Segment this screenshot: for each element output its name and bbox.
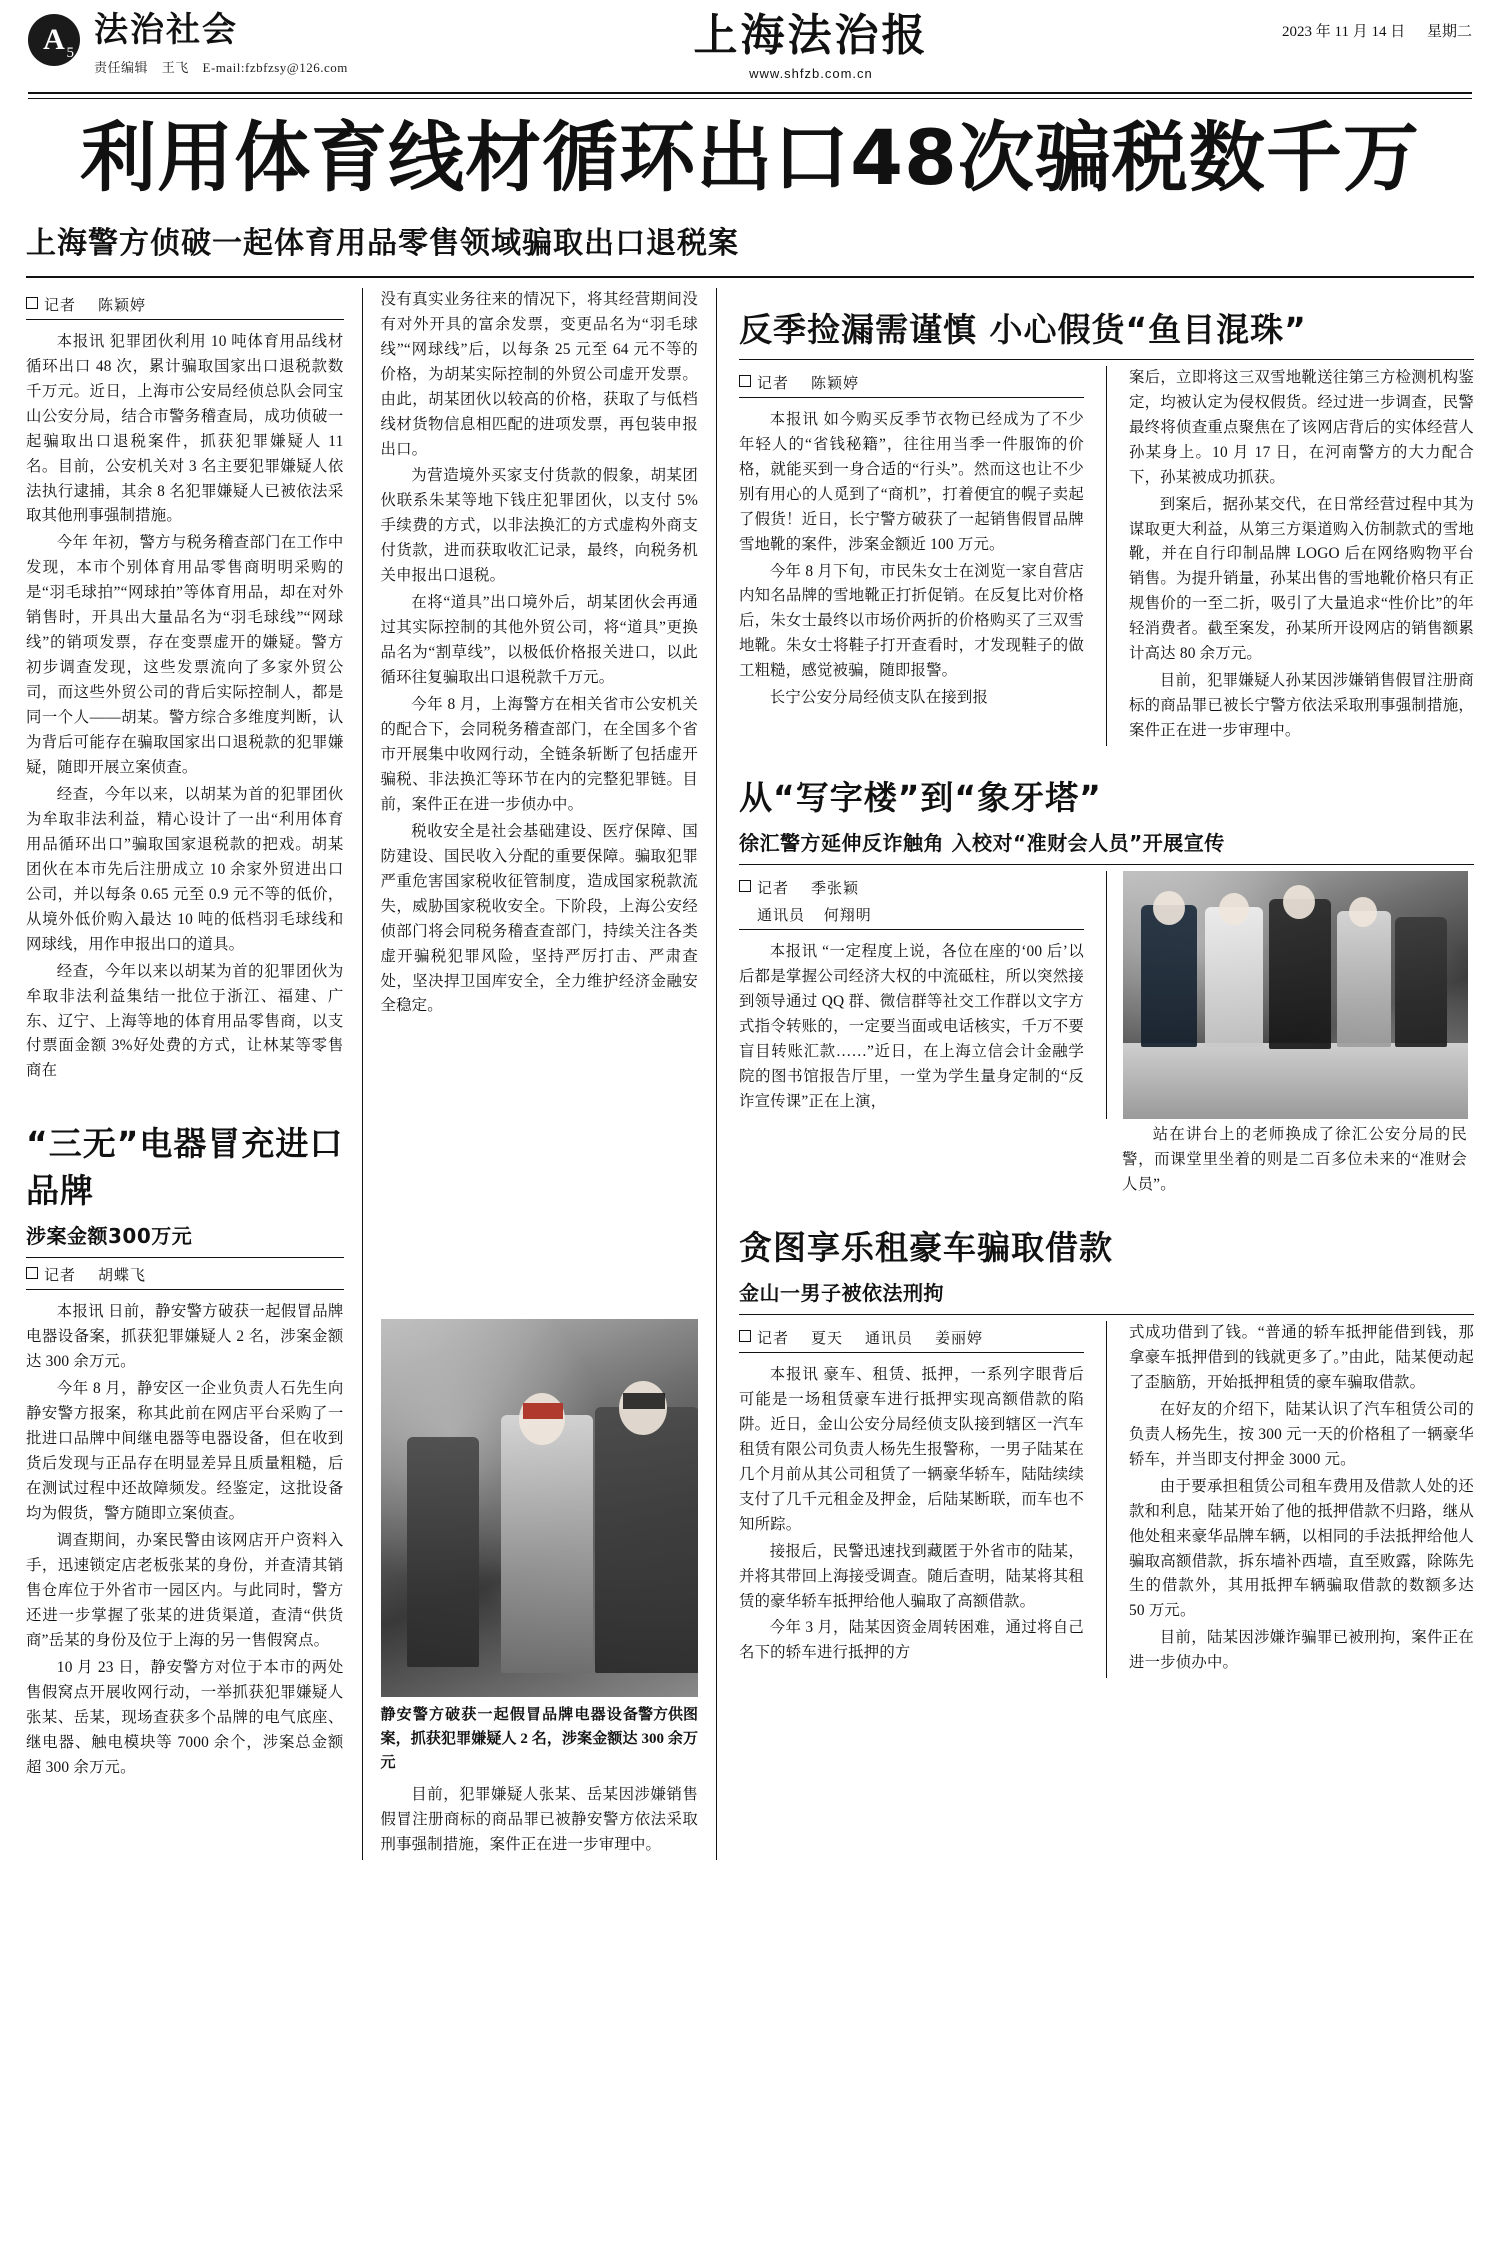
- lead-rule: [26, 276, 1474, 278]
- lead-headline: 利用体育线材循环出口48次骗税数千万: [80, 113, 1420, 202]
- photo-figure: [501, 1415, 593, 1673]
- luxurycar-paragraph: 由于要承担租赁公司租车费用及借款人处的还款和利息，陆某开始了他的抵押借款不归路，继从他处租来豪华品牌车辆，以相同的手法抵押给他人骗取高额借款，拆东墙补西墙，直至败露，除陈先生的借款外，其用抵押车辆骗取借款的数额多达 50 万元。: [1129, 1477, 1474, 1620]
- snowboots-byline-rule: [739, 397, 1084, 398]
- masthead-rule-secondary: [28, 98, 1472, 99]
- byline-box-icon: [26, 297, 38, 309]
- lead-paragraph: 税收安全是社会基础建设、医疗保障、国防建设、国民收入分配的重要保障。骗取犯罪严重危害国家税收征管制度，造成国家税款流失，威胁国家税收安全。下阶段，上海公安经侦部门将会同税务稽查查部门，持续关注各类虚开骗税犯罪风险，坚持严厉打击、严肃查处，坚决捍卫国库安全，全力维护经济金融安全稳定。: [380, 822, 698, 1015]
- luxurycar-columns: [739, 1321, 1474, 1678]
- snowboots-col-right: [1106, 366, 1474, 746]
- snowboots-col-left: [739, 366, 1084, 746]
- snowboots-paragraph: 长宁公安分局经侦支队在接到报: [769, 689, 989, 707]
- masthead: [28, 12, 1472, 90]
- issue-date: [1264, 12, 1472, 41]
- snowboots-headline: 反季捡漏需谨慎 小心假货“鱼目混珠”: [739, 309, 1307, 349]
- page-columns: [26, 288, 1474, 1861]
- campus-columns: [739, 871, 1474, 1119]
- section-title: 法治社会: [94, 10, 238, 50]
- byline-box-icon: [739, 375, 751, 387]
- column-2: [362, 288, 717, 1861]
- lead-paragraph: 在将“道具”出口境外后，胡某团伙会再通过其实际控制的其他外贸公司，将“道具”更换品名为“割草线”，以极低价格报关进口，以此循环往复骗取出口退税款千万元。: [380, 594, 698, 687]
- campus-photo: [1123, 871, 1468, 1119]
- lead-reporter-name: 陈颖婷: [98, 297, 147, 314]
- photo-face: [1219, 893, 1249, 925]
- appliance-subheadline: 涉案金额300万元: [26, 1224, 193, 1249]
- campus-headline: 从“写字楼”到“象牙塔”: [739, 778, 1102, 818]
- issue-date-text: 2023 年 11 月 14 日: [1282, 24, 1406, 40]
- luxurycar-correspondent-label: 通讯员: [865, 1330, 914, 1347]
- appliance-paragraph: 目前，犯罪嫌疑人张某、岳某因涉嫌销售假冒注册商标的商品罪已被静安警方依法采取刑事强制措施，案件正在进一步审理中。: [380, 1786, 698, 1854]
- appliance-byline-rule: [26, 1289, 344, 1290]
- issue-weekday: 星期二: [1426, 24, 1472, 40]
- luxurycar-reporter-label: 记者: [757, 1330, 790, 1347]
- photo-face-blur: [523, 1403, 563, 1419]
- byline-box-icon: [26, 1267, 38, 1279]
- page-badge-letter: A: [43, 23, 65, 56]
- photo-face-blur: [623, 1393, 665, 1409]
- snowboots-paragraph: 今年 8 月下旬，市民朱女士在浏览一家自营店内知名品牌的雪地靴正打折促销。在反复比对价格后，朱女士最终以市场价两折的价格购买了三双雪地靴。朱女士将鞋子打开查看时，才发现鞋子的做工粗糙，感觉被骗，随即报警。: [739, 562, 1084, 680]
- snowboots-columns: [739, 366, 1474, 746]
- photo-student: [1269, 899, 1331, 1049]
- appliance-paragraph: 调查期间，办案民警由该网店开户资料入手，迅速锁定店老板张某的身份，并查清其销售仓库位于外省市一园区内。与此同时，警方还进一步掌握了张某的进货渠道，查清“供货商”岳某的身份及位于上海的另一售假窝点。: [26, 1531, 344, 1649]
- lead-headline-block: [26, 113, 1474, 278]
- photo-figure: [407, 1437, 479, 1667]
- byline-box-icon: [739, 880, 751, 892]
- column-3: [716, 288, 1474, 1861]
- appliance-paragraph: 本报讯 日前，静安警方破获一起假冒品牌电器设备案，抓获犯罪嫌疑人 2 名，涉案金额达 300 余万元。: [26, 1303, 344, 1371]
- lead-paragraph: 经查，今年以来，以胡某为首的犯罪团伙为牟取非法利益，精心设计了一出“利用体育用品循环出口”骗取国家退税款的把戏。胡某团伙在本市先后注册成立 10 余家外贸进出口公司，并以每条 0.65 元至 0.9 元不等的低价，从境外低价购入最达 10 吨的低档羽毛球线和网球线，用作申报出口的道具。: [26, 785, 344, 953]
- luxurycar-col-right: [1106, 1321, 1474, 1678]
- lead-paragraph: 没有真实业务往来的情况下，将其经营期间没有对外开具的富余发票，变更品名为“羽毛球线”“网球线”后，以每条 25 元至 64 元不等的价格，为胡某实际控制的外贸公司虚开发票。由此，胡某团伙以较高的价格，获取了与低档线材货物信息相匹配的进项发票，再包装申报出口。: [380, 290, 698, 458]
- photo-figure: [595, 1407, 699, 1673]
- appliance-headline: “三无”电器冒充进口品牌: [26, 1124, 344, 1211]
- page-badge: [28, 14, 80, 66]
- appliance-photo: [381, 1319, 699, 1697]
- photo-student: [1205, 907, 1263, 1047]
- lead-paragraph: 经查，今年以来以胡某为首的犯罪团伙为牟取非法利益集结一批位于浙江、福建、广东、辽宁、上海等地的体育用品零售商，以支付票面金额 3%好处费的方式，让林某等零售商在: [26, 962, 344, 1080]
- appliance-photo-caption: [381, 1703, 699, 1775]
- appliance-paragraph: 今年 8 月，静安区一企业负责人石先生向静安警方报案，称其此前在网店平台采购了一批进口品牌中间继电器等电器设备，但在收到货后发现与正品存在明显差异且质量粗糙，后在测试过程中还故障频发。经鉴定，这批设备均为假货，警方随即立案侦查。: [26, 1380, 344, 1523]
- appliance-reporter-label: 记者: [44, 1268, 77, 1285]
- snowboots-reporter-label: 记者: [757, 375, 790, 392]
- luxurycar-paragraph: 接报后，民警迅速找到藏匿于外省市的陆某，并将其带回上海接受调查。随后查明，陆某将其租赁的豪华轿车抵押给他人骗取了高额借款。: [739, 1542, 1084, 1610]
- campus-byline: [739, 877, 1084, 898]
- luxurycar-paragraph: 目前，陆某因涉嫌诈骗罪已被刑拘，案件正在进一步侦办中。: [1129, 1629, 1474, 1672]
- photo-student: [1395, 917, 1447, 1047]
- lead-paragraph: 今年 8 月，上海警方在相关省市公安机关的配合下，会同税务稽查部门，在全国多个省市开展集中收网行动，全链条斩断了包括虚开骗税、非法换汇等环节在内的完整犯罪链。目前，案件正在进一步侦办中。: [380, 696, 698, 813]
- lead-paragraph: 为营造境外买家支付货款的假象，胡某团伙联系朱某等地下钱庄犯罪团伙，以支付 5%手续费的方式，以非法换汇的方式虚构外商支付货款，进而获取收汇记录，最终，向税务机关申报出口退税。: [380, 467, 698, 585]
- appliance-photo-credit: 警方供图: [637, 1707, 698, 1724]
- luxurycar-byline: [739, 1327, 1084, 1348]
- lead-paragraph: 今年 年初，警方与税务稽查部门在工作中发现，本市个别体育用品零售商明明采购的是“羽毛球拍”“网球拍”等体育用品，却在对外销售时，开具出大量品名为“羽毛球线”“网球线”的销项发票，存在变票虚开的嫌疑。警方初步调查发现，这些发票流向了多家外贸公司，而这些外贸公司的背后实际控制人，都是同一个人——胡某。警方综合多维度判断，认为背后可能存在骗取国家出口退税款的犯罪嫌疑，随即开展立案侦查。: [26, 534, 344, 776]
- photo-student: [1337, 911, 1391, 1047]
- photo-face: [1283, 885, 1315, 919]
- campus-col-right: [1106, 871, 1468, 1119]
- appliance-reporter-name: 胡蝶飞: [98, 1268, 147, 1285]
- lead-byline-rule: [26, 319, 344, 320]
- appliance-byline: [26, 1264, 344, 1285]
- luxurycar-byline-rule: [739, 1352, 1084, 1353]
- photo-face: [1153, 891, 1185, 925]
- campus-paragraph: 本报讯 “一定程度上说，各位在座的‘00 后’以后都是掌握公司经济大权的中流砥柱，所以突然接到领导通过 QQ 群、微信群等社交工作群以文字方式指令转账的，一定要当面或电话核实，千万不要盲目转账汇款……”近日，在上海立信会计金融学院的图书馆报告厅里，一堂为学生量身定制的“反诈宣传课”正在上演，: [739, 943, 1084, 1110]
- snowboots-rule: [739, 359, 1474, 360]
- editor-name: 王飞: [161, 60, 189, 76]
- luxurycar-subheadline: 金山一男子被依法刑拘: [739, 1280, 944, 1305]
- page-badge-number: 5: [66, 45, 74, 61]
- luxurycar-headline: 贪图享乐租豪车骗取借款: [739, 1227, 1113, 1267]
- lead-paragraph: 本报讯 犯罪团伙利用 10 吨体育用品线材循环出口 48 次，累计骗取国家出口退税款数千万元。近日，上海市公安局经侦总队会同宝山公安分局，结合市警务稽查局，成功侦破一起骗取出口退税案件，抓获犯罪嫌疑人 11 名。目前，公安机关对 3 名主要犯罪嫌疑人依法执行逮捕，其余 8 名犯罪嫌疑人已被依法采取其他刑事强制措施。: [26, 332, 344, 525]
- campus-col-left: [739, 871, 1084, 1119]
- luxurycar-reporter-name: 夏天: [811, 1330, 844, 1347]
- masthead-rule: [28, 92, 1472, 94]
- photo-face: [1349, 897, 1377, 927]
- editor-email: E-mail:fzbfzsy@126.com: [202, 60, 348, 76]
- campus-correspondent-label: 通讯员: [757, 908, 806, 925]
- lead-byline: [26, 294, 344, 315]
- column-1: [26, 288, 362, 1861]
- photo-face: [519, 1393, 565, 1445]
- campus-paragraph: 站在讲台上的老师换成了徐汇公安分局的民警，而课堂里坐着的则是二百多位未来的“准财会人员”。: [1122, 1126, 1467, 1193]
- campus-correspondent-name: 何翔明: [823, 908, 872, 925]
- campus-reporter-name: 季张颖: [811, 881, 860, 898]
- luxurycar-rule: [739, 1314, 1474, 1315]
- snowboots-byline: [739, 372, 1084, 393]
- campus-correspondent-line: [757, 904, 1084, 925]
- photo-table: [1123, 1043, 1468, 1119]
- snowboots-reporter-name: 陈颖婷: [811, 375, 860, 392]
- snowboots-paragraph: 本报讯 如今购买反季节衣物已经成为了不少年轻人的“省钱秘籍”，往往用当季一件服饰的价格，就能买到一身合适的“行头”。然而这也让不少别有用心的人觅到了“商机”，打着便宜的幌子卖起了假货！近日，长宁警方破获了一起销售假冒品牌雪地靴的案件，涉案金额近 100 万元。: [739, 410, 1084, 553]
- lead-reporter-label: 记者: [44, 297, 77, 314]
- luxurycar-correspondent-name: 姜丽婷: [935, 1330, 984, 1347]
- appliance-photo-caption-text: 静安警方破获一起假冒品牌电器设备案，抓获犯罪嫌疑人 2 名，涉案金额达 300 余万元: [380, 1707, 698, 1772]
- campus-byline-rule: [739, 929, 1084, 930]
- editor-line: [94, 57, 358, 76]
- snowboots-paragraph: 案后，立即将这三双雪地靴送往第三方检测机构鉴定，均被认定为侵权假货。经过进一步调查，民警最终将侦查重点聚焦在了该网店背后的实体经营人孙某身上。10 月 17 日，在河南警方的大力配合下，孙某被成功抓获。: [1129, 368, 1474, 486]
- snowboots-paragraph: 到案后，据孙某交代，在日常经营过程中其为谋取更大利益，从第三方渠道购入仿制款式的雪地靴，并在自行印制品牌 LOGO 后在网络购物平台销售。为提升销量，孙某出售的雪地靴价格只有正规售价的一至二折，吸引了大量追求“性价比”的年轻消费者。截至案发，孙某所开设网店的销售额累计高达 80 余万元。: [1129, 495, 1474, 663]
- newspaper-page: [0, 12, 1500, 2265]
- luxurycar-col-left: [739, 1321, 1084, 1678]
- campus-rule: [739, 864, 1474, 865]
- luxurycar-paragraph: 今年 3 月，陆某因资金周转困难，通过将自己名下的轿车进行抵押的方: [739, 1619, 1084, 1662]
- paper-url: www.shfzb.com.cn: [749, 66, 873, 81]
- paper-title: 上海法治报: [693, 10, 929, 61]
- appliance-paragraph: 10 月 23 日，静安警方对位于本市的两处售假窝点开展收网行动，一举抓获犯罪嫌疑人张某、岳某，现场查获多个品牌的电气底座、继电器、触电模块等 7000 余个，涉案总金额超 300 余万元。: [26, 1658, 344, 1776]
- appliance-rule: [26, 1257, 344, 1258]
- luxurycar-paragraph: 式成功借到了钱。“普通的轿车抵押能借到钱，那拿豪车抵押借到的钱就更多了。”由此，陆某便动起了歪脑筋，开始抵押租赁的豪车骗取借款。: [1129, 1323, 1474, 1391]
- luxurycar-paragraph: 本报讯 豪车、租赁、抵押，一系列字眼背后可能是一场租赁豪车进行抵押实现高额借款的陷阱。近日，金山公安分局经侦支队接到辖区一汽车租赁有限公司负责人杨先生报警称，一男子陆某在几个月前从其公司租赁了一辆豪华轿车，陆陆续续支付了几千元租金及押金，后陆某断联，而车也不知所踪。: [739, 1365, 1084, 1533]
- byline-box-icon: [739, 1330, 751, 1342]
- photo-officer: [1141, 905, 1197, 1047]
- luxurycar-paragraph: 在好友的介绍下，陆某认识了汽车租赁公司的负责人杨先生，按 300 元一天的价格租了一辆豪华轿车，并当即支付押金 3000 元。: [1129, 1400, 1474, 1468]
- editor-label: 责任编辑: [94, 60, 149, 76]
- lead-subheadline: 上海警方侦破一起体育用品零售领域骗取出口退税案: [26, 225, 739, 261]
- campus-subheadline: 徐汇警方延伸反诈触角 入校对“准财会人员”开展宣传: [739, 831, 1225, 856]
- snowboots-paragraph: 目前，犯罪嫌疑人孙某因涉嫌销售假冒注册商标的商品罪已被长宁警方依法采取刑事强制措施，案件正在进一步审理中。: [1129, 672, 1474, 740]
- campus-reporter-label: 记者: [757, 881, 790, 898]
